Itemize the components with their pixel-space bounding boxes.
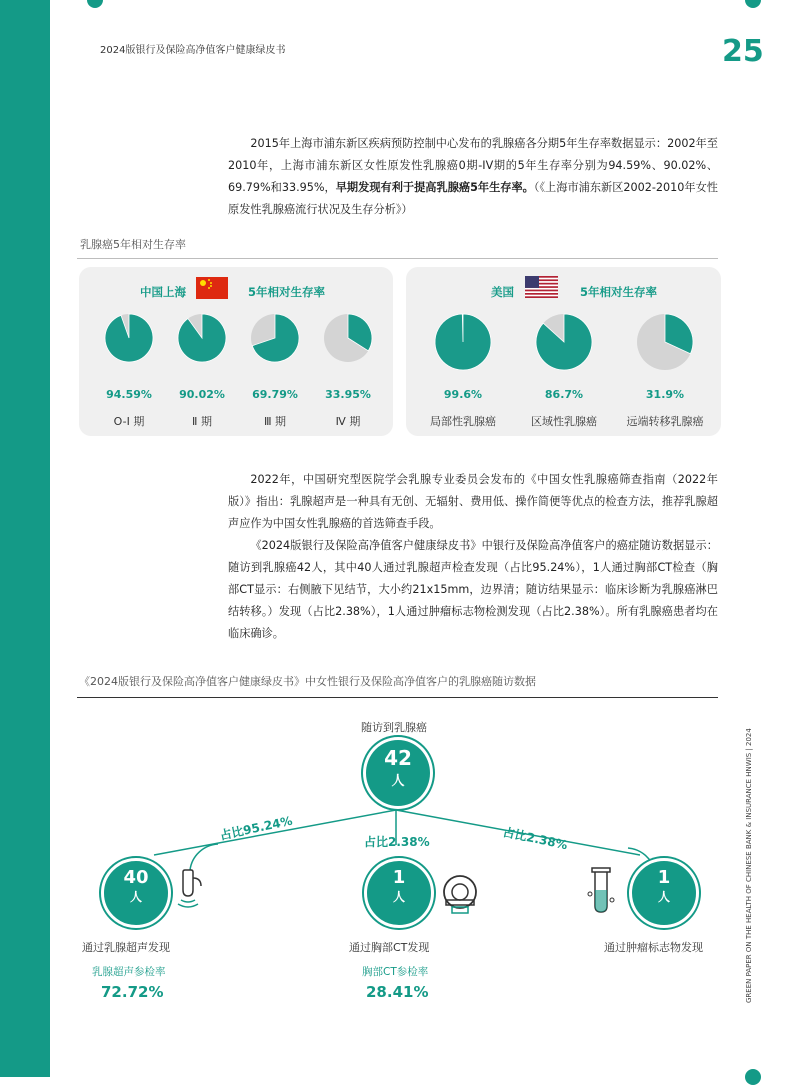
survival-section-title: 乳腺癌5年相对生存率 [80, 238, 186, 251]
tumor-marker-caption: 通过肿瘤标志物发现 [604, 941, 703, 954]
tumor-marker-unit: 人 [657, 890, 670, 904]
shanghai-metric-label: 5年相对生存率 [248, 285, 326, 299]
stage-usa-distant: 远端转移乳腺癌 [626, 415, 704, 428]
intro-bold: 早期发现有利于提高乳腺癌5年生存率。 [335, 181, 534, 194]
stage-usa-localized: 局部性乳腺癌 [430, 415, 496, 428]
pct-usa-localized: 99.6% [443, 388, 483, 401]
intro-text: 2015年上海市浦东新区疾病预防控制中心发布的乳腺癌各分期5年生存率数据显示：2002年至2010年，上海市浦东新区女性原发性乳腺癌0期-IV期的5年生存率分别为94.59%、90.02%、69.79%和33.95%， [228, 137, 718, 194]
root-count: 42 [384, 746, 412, 770]
ct-scanner-icon [440, 874, 480, 916]
stage-shanghai-0-1: O-I 期 [113, 415, 145, 428]
side-vertical-text: GREEN PAPER ON THE HEALTH OF CHINESE BANK & INSURANCE HNWIS | 2024 [745, 728, 753, 1003]
root-circle [363, 737, 433, 809]
usa-metric-label: 5年相对生存率 [580, 285, 658, 299]
ct-rate: 28.41% [366, 983, 429, 1001]
root-unit: 人 [391, 774, 405, 789]
stage-shanghai-4: Ⅳ 期 [335, 415, 361, 428]
ultrasound-rate-label: 乳腺超声参检率 [92, 966, 166, 978]
body-paragraph-2: 《2024版银行及保险高净值客户健康绿皮书》中银行及保险高净值客户的癌症随访数据显示：随访到乳腺癌42人，其中40人通过乳腺超声检查发现（占比95.24%），1人通过胸部CT检查（胸部CT显示：右侧腋下见结节，大小约21x15mm，边界清；随访结果显示：临床诊断为乳腺癌淋巴结转移。）发现（占比2.38%），1人通过肿瘤标志物检测发现（占比2.38%）。所有乳腺癌患者均在临床确诊。 [228, 539, 718, 640]
stage-shanghai-2: Ⅱ 期 [192, 415, 212, 428]
root-label: 随访到乳腺癌 [361, 721, 427, 734]
ct-count: 1 [392, 867, 406, 888]
ultrasound-count: 40 [123, 867, 149, 888]
pct-shanghai-stage-3: 69.79% [252, 388, 298, 401]
shanghai-region-label: 中国上海 [140, 285, 186, 299]
body-paragraph-1: 2022年，中国研究型医院学会乳腺专业委员会发布的《中国女性乳腺癌筛查指南（2022年版）》指出：乳腺超声是一种具有无创、无辐射、费用低、操作简便等优点的检查方法，推荐乳腺超声应作为中国女性乳腺癌的首选筛查手段。 [228, 473, 718, 530]
ct-caption: 通过胸部CT发现 [349, 941, 430, 954]
intro-source: （《上海市浦东新区2002-2010年女性原发性乳腺癌流行状况及生存分析》） [228, 181, 718, 216]
share-ct: 占比2.38% [364, 835, 430, 849]
test-tube-icon [586, 866, 616, 916]
tumor-marker-count: 1 [657, 867, 671, 888]
header-title: 2024版银行及保险高净值客户健康绿皮书 [100, 45, 286, 56]
ultrasound-unit: 人 [129, 890, 142, 904]
followup-section-title: 《2024版银行及保险高净值客户健康绿皮书》中女性银行及保险高净值客户的乳腺癌随访数据 [79, 675, 536, 688]
pct-shanghai-stage-0-1: 94.59% [106, 388, 152, 401]
pct-shanghai-stage-4: 33.95% [325, 388, 371, 401]
ct-circle [364, 858, 434, 928]
pct-usa-distant: 31.9% [645, 388, 685, 401]
ultrasound-caption: 通过乳腺超声发现 [82, 941, 170, 954]
page-number: 25 [722, 34, 764, 69]
share-ultrasound: 占比95.24% [218, 813, 294, 843]
tumor-marker-circle [629, 858, 699, 928]
pct-usa-regional: 86.7% [544, 388, 584, 401]
ultrasound-circle [101, 858, 171, 928]
ultrasound-probe-icon [173, 868, 205, 912]
ultrasound-rate: 72.72% [101, 983, 164, 1001]
ct-unit: 人 [392, 890, 405, 904]
ct-rate-label: 胸部CT参检率 [362, 966, 429, 978]
share-tumor-marker: 占比2.38% [501, 824, 569, 853]
usa-region-label: 美国 [491, 285, 514, 299]
stage-usa-regional: 区域性乳腺癌 [531, 415, 597, 428]
stage-shanghai-3: Ⅲ 期 [263, 415, 287, 428]
pct-shanghai-stage-2: 90.02% [179, 388, 225, 401]
